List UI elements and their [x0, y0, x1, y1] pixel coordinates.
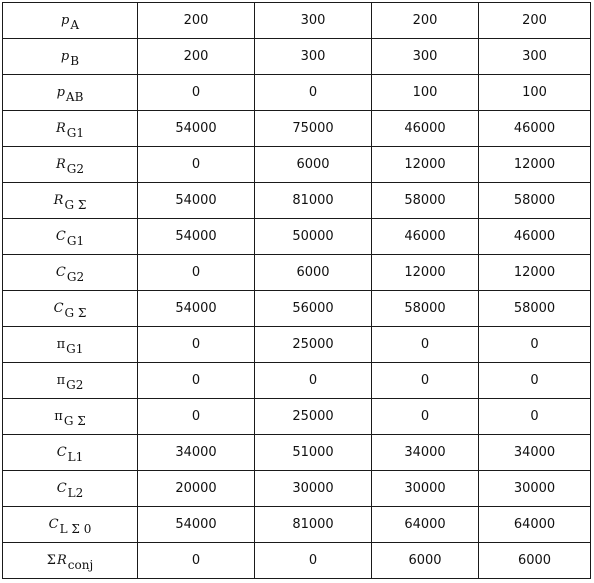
table-cell: 46000 [372, 219, 479, 255]
table-row [3, 3, 591, 39]
table-cell: 100 [372, 75, 479, 111]
table-cell: 64000 [372, 507, 479, 543]
row-label [3, 183, 138, 219]
table-row [3, 543, 591, 579]
table-cell: 0 [255, 543, 372, 579]
table-cell: 0 [138, 363, 255, 399]
table-cell: 30000 [479, 471, 591, 507]
table-cell: 51000 [255, 435, 372, 471]
table-cell: 0 [138, 399, 255, 435]
row-label-symbol: R [57, 553, 67, 568]
table-cell: 25000 [255, 399, 372, 435]
row-label [3, 111, 138, 147]
row-label-symbol: C [56, 481, 67, 496]
row-label-symbol: C [53, 301, 64, 316]
row-label-subscript: G1 [66, 342, 84, 356]
row-label-subscript: G1 [66, 126, 85, 140]
row-label [3, 435, 138, 471]
table-cell: 64000 [479, 507, 591, 543]
table-row [3, 471, 591, 507]
table-cell: 58000 [372, 291, 479, 327]
row-label-subscript: G Σ [64, 306, 87, 320]
row-label-symbol: C [56, 445, 67, 460]
row-label-symbol: p [60, 49, 70, 64]
table-cell: 46000 [479, 111, 591, 147]
table-cell: 58000 [372, 183, 479, 219]
table-row [3, 111, 591, 147]
table-row [3, 255, 591, 291]
row-label-subscript: G1 [66, 234, 85, 248]
row-label [3, 363, 138, 399]
table-cell: 46000 [372, 111, 479, 147]
table-row [3, 183, 591, 219]
table-cell: 46000 [479, 219, 591, 255]
table-cell: 0 [255, 363, 372, 399]
table-cell: 54000 [138, 219, 255, 255]
row-label-subscript: G Σ [64, 198, 87, 212]
table-cell: 0 [479, 363, 591, 399]
row-label [3, 75, 138, 111]
row-label-symbol: R [55, 157, 66, 172]
table-cell: 58000 [479, 291, 591, 327]
table-cell: 54000 [138, 183, 255, 219]
table-row [3, 435, 591, 471]
row-label-subscript: L1 [67, 450, 84, 464]
row-label-symbol: π [56, 373, 66, 388]
table-cell: 34000 [372, 435, 479, 471]
row-label-subscript: G2 [66, 378, 84, 392]
table-cell: 12000 [372, 255, 479, 291]
row-label-symbol: C [48, 517, 59, 532]
row-label-symbol: π [54, 409, 63, 424]
row-label-subscript: B [70, 54, 80, 68]
row-label-subscript: G Σ [63, 414, 86, 428]
table-cell: 81000 [255, 183, 372, 219]
table-cell: 54000 [138, 507, 255, 543]
table-cell: 6000 [255, 255, 372, 291]
table-cell: 0 [372, 327, 479, 363]
table-row [3, 39, 591, 75]
row-label-subscript: L2 [67, 486, 84, 500]
table-cell: 0 [479, 327, 591, 363]
table-row [3, 291, 591, 327]
row-label-subscript: A [70, 18, 79, 32]
data-table [2, 2, 591, 579]
table-cell: 0 [372, 363, 479, 399]
row-label [3, 543, 138, 579]
table-row [3, 399, 591, 435]
row-label-symbol: p [56, 85, 65, 100]
table-cell: 12000 [479, 255, 591, 291]
row-label [3, 471, 138, 507]
table-cell: 6000 [372, 543, 479, 579]
table-cell: 54000 [138, 111, 255, 147]
row-label-symbol: C [55, 265, 66, 280]
table-cell: 34000 [479, 435, 591, 471]
row-label-subscript: conj [67, 558, 94, 572]
row-label [3, 255, 138, 291]
table-cell: 30000 [255, 471, 372, 507]
table-row [3, 147, 591, 183]
table-row [3, 75, 591, 111]
table-cell: 100 [479, 75, 591, 111]
row-label-symbol: R [53, 193, 64, 208]
table-cell: 300 [479, 39, 591, 75]
table-cell: 300 [372, 39, 479, 75]
table-cell: 200 [138, 39, 255, 75]
table-row [3, 363, 591, 399]
row-label-subscript: G2 [66, 270, 85, 284]
row-label-subscript: G2 [66, 162, 85, 176]
table-cell: 75000 [255, 111, 372, 147]
table-body [3, 3, 591, 579]
row-label-prefix: Σ [46, 553, 56, 568]
row-label [3, 507, 138, 543]
table-cell: 12000 [479, 147, 591, 183]
row-label-symbol: π [56, 337, 66, 352]
table-cell: 20000 [138, 471, 255, 507]
table-cell: 50000 [255, 219, 372, 255]
row-label [3, 399, 138, 435]
table-cell: 0 [138, 255, 255, 291]
table-cell: 200 [479, 3, 591, 39]
table-row [3, 219, 591, 255]
row-label-subscript: AB [65, 90, 84, 104]
table-cell: 200 [138, 3, 255, 39]
table-cell: 0 [138, 543, 255, 579]
table-cell: 12000 [372, 147, 479, 183]
table-cell: 0 [372, 399, 479, 435]
table-cell: 54000 [138, 291, 255, 327]
row-label-symbol: C [55, 229, 66, 244]
table-cell: 56000 [255, 291, 372, 327]
row-label [3, 327, 138, 363]
table-cell: 0 [138, 147, 255, 183]
table-cell: 81000 [255, 507, 372, 543]
table-cell: 300 [255, 39, 372, 75]
row-label-subscript: L Σ 0 [59, 522, 92, 536]
table-cell: 300 [255, 3, 372, 39]
row-label [3, 147, 138, 183]
row-label [3, 39, 138, 75]
table-cell: 58000 [479, 183, 591, 219]
table-cell: 0 [138, 75, 255, 111]
table-cell: 0 [138, 327, 255, 363]
row-label-symbol: p [61, 13, 70, 28]
table-cell: 0 [255, 75, 372, 111]
table-row [3, 327, 591, 363]
table-cell: 200 [372, 3, 479, 39]
row-label-symbol: R [55, 121, 66, 136]
table-cell: 25000 [255, 327, 372, 363]
table-cell: 34000 [138, 435, 255, 471]
table-cell: 6000 [479, 543, 591, 579]
table-cell: 0 [479, 399, 591, 435]
row-label [3, 219, 138, 255]
table-cell: 6000 [255, 147, 372, 183]
table-row [3, 507, 591, 543]
row-label [3, 3, 138, 39]
table-cell: 30000 [372, 471, 479, 507]
row-label [3, 291, 138, 327]
